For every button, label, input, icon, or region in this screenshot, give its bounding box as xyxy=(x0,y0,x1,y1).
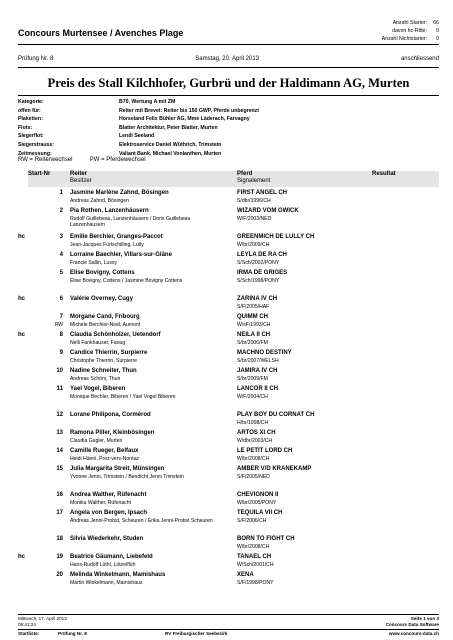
starter-entry xyxy=(18,412,439,430)
starter-stats xyxy=(382,19,439,43)
horse-name: QUIMM CH xyxy=(237,314,268,320)
start-number: 15 xyxy=(56,466,63,472)
owner-name: Yvonne Jenni, Trimstein / Bendicht Jenni Trimstein xyxy=(70,474,184,480)
owner-name: Andreas Schöni, Thun xyxy=(70,376,121,382)
owner-name: Rudolf Guillebeau, Lanzenhäusern / Doris Guillebeau Lanzenhäusern xyxy=(70,216,191,229)
starter-entry xyxy=(18,350,439,368)
starter-entry xyxy=(18,296,439,314)
info-label: Flots: xyxy=(18,124,33,131)
horse-signalement: W/Sch/2001/CH xyxy=(237,562,274,568)
divider xyxy=(18,95,439,96)
start-number: 18 xyxy=(56,536,63,542)
horse-name: ZARINA IV CH xyxy=(237,296,278,302)
rider-name: Yael Vogel, Biberen xyxy=(70,386,126,392)
start-number: 14 xyxy=(56,448,63,454)
owner-name: Nelli Fankhauser, Faoug xyxy=(70,340,126,346)
owner-name: Jean-Jacques Fürtschilling, Lully xyxy=(70,242,144,248)
rider-name: Morgane Cand, Fribourg xyxy=(70,314,140,320)
horse-signalement: W/F/2004/CH xyxy=(237,394,268,400)
hc-marker: hc xyxy=(18,332,26,338)
horse-name: BORN TO FIGHT CH xyxy=(237,536,295,542)
legend xyxy=(18,157,146,163)
horse-signalement: S/F/1998/PONY xyxy=(237,580,274,586)
rider-name: Elise Bovigny, Cottens xyxy=(70,270,135,276)
start-number: 2 xyxy=(59,208,63,214)
start-number: 12 xyxy=(56,412,63,418)
starter-entry xyxy=(18,572,439,588)
stat-label: Anzahl Starter: xyxy=(392,20,427,26)
info-value: Lendi Seeland xyxy=(119,133,155,140)
owner-name: Heidi Hänni, Prez-vers-Noréaz xyxy=(70,456,140,462)
start-number: 9 xyxy=(59,350,63,356)
competition-date: Samstag, 20. April 2013 xyxy=(195,56,260,62)
start-number: 6 xyxy=(59,296,63,302)
horse-name: LE PETIT LORD CH xyxy=(237,448,293,454)
footer-startliste-label: Startliste: xyxy=(18,631,40,636)
start-number: 1 xyxy=(59,190,63,196)
horse-name: LANCOR II CH xyxy=(237,386,278,392)
horse-name: LEYLA DE RA CH xyxy=(237,252,287,258)
horse-signalement: S/br/2007/WELSH xyxy=(237,358,279,364)
rider-name: Emilie Berchier, Granges-Paccot xyxy=(70,234,163,240)
col-signalement: Signalement xyxy=(237,178,271,184)
starter-list xyxy=(18,190,439,588)
horse-signalement: W/dbr/2003/CH xyxy=(237,438,273,444)
horse-name: ARTOS XI CH xyxy=(237,430,276,436)
footer-page: Seite 1 von 3 xyxy=(410,616,439,621)
rider-name: Angela von Bergen, Ipsach xyxy=(70,510,148,516)
footer-club: RV Freiburgischer Seebezirk xyxy=(165,631,228,636)
horse-signalement: S/Sch/1998/PONY xyxy=(237,278,280,284)
starter-entry xyxy=(18,448,439,466)
meta-row xyxy=(18,56,439,62)
starter-entry xyxy=(18,466,439,492)
hc-marker: hc xyxy=(18,296,26,302)
divider xyxy=(18,67,439,68)
horse-signalement: W/sF/1993/CH xyxy=(237,322,271,328)
start-number: 16 xyxy=(56,492,63,498)
start-number: 17 xyxy=(56,510,63,516)
owner-name: Monique Bechler, Biberen / Yael Vogel Biberen xyxy=(70,394,176,400)
stat-value: 9 xyxy=(436,28,439,34)
horse-signalement: S/Sch/2002/PONY xyxy=(237,260,280,266)
owner-name: Hans-Rudolf Lüthi, Lützelflüh xyxy=(70,562,136,568)
footer-software: Concours Data Software xyxy=(385,622,439,627)
stat-label: davon hc-Ritte: xyxy=(392,28,427,34)
rider-name: Silvia Wiederkehr, Studen xyxy=(70,536,144,542)
info-label: Siegerstrauss: xyxy=(18,141,55,148)
info-value: B70, Wertung A mit ZM xyxy=(119,99,176,105)
horse-name: TANAEL CH xyxy=(237,554,272,560)
horse-signalement: S/br/2009/FM xyxy=(237,376,268,382)
rider-name: Claudia Schönholzer, Uetendorf xyxy=(70,332,161,338)
horse-name: AMBER V/D KRANEKAMP xyxy=(237,466,312,472)
footer-url[interactable]: www.concours-data.ch xyxy=(388,631,439,636)
owner-name: Martin Winkelmann, Mamishaus xyxy=(70,580,143,586)
horse-name: PLAY BOY DU CORNAT CH xyxy=(237,412,315,418)
rider-name: Lorane Philipona, Cormérod xyxy=(70,412,151,418)
rider-name: Pia Rothen, Lanzenhäusern xyxy=(70,208,149,214)
owner-name: Claudia Gugler, Murten xyxy=(70,438,123,444)
start-number: 19 xyxy=(56,554,63,560)
page-title: Concours Murtensee / Avenches Plage xyxy=(18,28,184,38)
horse-signalement: W/br/2009/CH xyxy=(237,242,270,248)
horse-name: XENA xyxy=(237,572,254,578)
col-startnr: Start-Nr xyxy=(28,171,51,177)
divider xyxy=(18,44,439,45)
horse-signalement: S/F/2005/NED xyxy=(237,474,270,480)
start-number: 7 xyxy=(59,314,63,320)
horse-signalement: W/F/2003/NED xyxy=(237,216,272,222)
horse-name: IRMA DE GRIGES xyxy=(237,270,288,276)
horse-name: CHEVIGNON II xyxy=(237,492,279,498)
owner-name: Andreas Jenni-Probst, Scheuren / Erika Jenni-Probst Scheuren xyxy=(70,518,213,524)
owner-name: Elise Bovigny, Cottens / Jasmine Bovigny Cottens xyxy=(70,278,183,284)
horse-signalement: W/br/2008/CH xyxy=(237,544,270,550)
footer-pruefung: Prüfung Nr. 8 xyxy=(58,631,87,636)
rider-name: Beatrice Gäumann, Liebefeld xyxy=(70,554,153,560)
info-value: Valiant Bank, Michael Vonlanthen, Murten xyxy=(119,150,222,157)
footer-divider xyxy=(18,614,439,615)
starter-entry xyxy=(18,190,439,208)
starter-entry xyxy=(18,386,439,412)
stat-value: 0 xyxy=(436,36,439,42)
rider-name: Candice Thierrin, Surpierre xyxy=(70,350,148,356)
starter-entry xyxy=(18,332,439,350)
starter-entry xyxy=(18,252,439,270)
rider-name: Valérie Overney, Cugy xyxy=(70,296,133,302)
starter-entry xyxy=(18,510,439,536)
footer-divider xyxy=(18,629,439,630)
change-marker: RW xyxy=(54,322,63,328)
start-time: anschliessend xyxy=(400,56,439,62)
owner-name: Andreas Zahnd, Bösingen xyxy=(70,198,129,204)
start-number: 10 xyxy=(56,368,63,374)
start-number: 20 xyxy=(56,572,63,578)
rider-name: Andrea Walther, Rüfenacht xyxy=(70,492,147,498)
info-value: Reiter mit Brevet: Reiter bis 150 GWP, Pferde unbegrenzt xyxy=(119,107,260,114)
horse-signalement: S/br/2006/FM xyxy=(237,340,268,346)
column-header xyxy=(28,171,439,187)
info-block xyxy=(18,99,349,159)
horse-name: GREENMICH DE LULLY CH xyxy=(237,234,315,240)
col-besitzer: Besitzer xyxy=(70,178,92,184)
col-resultat: Resultat xyxy=(372,171,396,177)
info-value: Elektroservice Daniel Wüthrich, Trimstein xyxy=(119,141,222,148)
rider-name: Melinda Winkelmann, Mamishaus xyxy=(70,572,166,578)
horse-signalement: S/F/2006/CH xyxy=(237,518,267,524)
owner-name: Francie Sallin, Lussy xyxy=(70,260,117,266)
horse-signalement: W/br/2005/PONY xyxy=(237,500,277,506)
owner-name: Michèle Berchier-Noël, Aumont xyxy=(70,322,141,328)
footer-time: 09:41:24 xyxy=(18,622,36,627)
rider-name: Lorraine Baechler, Villars-sur-Glâne xyxy=(70,252,172,258)
info-label: Plaketten: xyxy=(18,116,43,123)
start-number: 4 xyxy=(59,252,63,258)
legend-rw: RW = Reiterwechsel xyxy=(18,157,73,163)
hc-marker: hc xyxy=(18,234,26,240)
starter-entry xyxy=(18,208,439,234)
col-pferd: Pferd xyxy=(237,171,253,177)
starter-entry xyxy=(18,492,439,510)
horse-name: NEILA II CH xyxy=(237,332,271,338)
starter-entry xyxy=(18,536,439,554)
horse-name: JAMIRA IV CH xyxy=(237,368,278,374)
stat-label: Anzahl Nichtstarter: xyxy=(381,36,427,42)
starter-entry xyxy=(18,368,439,386)
horse-name: WIZARD VOM GWICK xyxy=(237,208,299,214)
col-reiter: Reiter xyxy=(70,171,88,177)
horse-signalement: H/br/1998/CH xyxy=(237,420,269,426)
horse-signalement: W/br/2008/CH xyxy=(237,456,270,462)
horse-signalement: S/F/2005/HAF xyxy=(237,304,270,310)
horse-name: FIRST ANGEL CH xyxy=(237,190,288,196)
info-label: Kategorie: xyxy=(18,99,44,105)
info-value: Blatter Architektur, Peter Blatter, Murten xyxy=(119,124,218,131)
owner-name: Christophe Thierrin, Surpierre xyxy=(70,358,138,364)
starter-entry xyxy=(18,430,439,448)
horse-signalement: S/dbr/1996/CH xyxy=(237,198,271,204)
pruefung-nr: Prüfung Nr. 8 xyxy=(18,56,54,62)
starter-entry xyxy=(18,270,439,296)
rider-name: Julia Margarita Streit, Münsingen xyxy=(70,466,165,472)
info-value: Horseland Felix Bühler AG, Mme Läderach, Farvagny xyxy=(119,116,250,123)
rider-name: Jasmine Marlène Zahnd, Bösingen xyxy=(70,190,169,196)
hc-marker: hc xyxy=(18,554,26,560)
rider-name: Nadine Schneiter, Thun xyxy=(70,368,137,374)
rider-name: Ramona Piller, Kleinbösingen xyxy=(70,430,155,436)
info-label: Siegerflot: xyxy=(18,133,44,140)
horse-name: MACHNO DESTINY xyxy=(237,350,292,356)
rider-name: Camille Rueger, Belfaux xyxy=(70,448,139,454)
horse-name: TEQUILA VII CH xyxy=(237,510,283,516)
competition-title: Preis des Stall Kilchhofer, Gurbrü und der Haldimann AG, Murten xyxy=(47,76,410,90)
info-label: Zeitmessung: xyxy=(18,150,52,157)
starter-entry xyxy=(18,314,439,332)
starter-entry xyxy=(18,554,439,572)
info-label: offen für: xyxy=(18,107,41,114)
start-number: 3 xyxy=(59,234,63,240)
starter-entry xyxy=(18,234,439,252)
start-number: 11 xyxy=(56,386,63,392)
legend-pw: PW = Pferdewechsel xyxy=(89,157,146,163)
start-number: 5 xyxy=(59,270,63,276)
owner-name: Monika Walther, Rüfenacht xyxy=(70,500,131,506)
start-number: 8 xyxy=(59,332,63,338)
start-number: 13 xyxy=(56,430,63,436)
footer-date: Mittwoch, 17. April 2013 xyxy=(18,616,67,621)
stat-value: 66 xyxy=(433,20,439,26)
